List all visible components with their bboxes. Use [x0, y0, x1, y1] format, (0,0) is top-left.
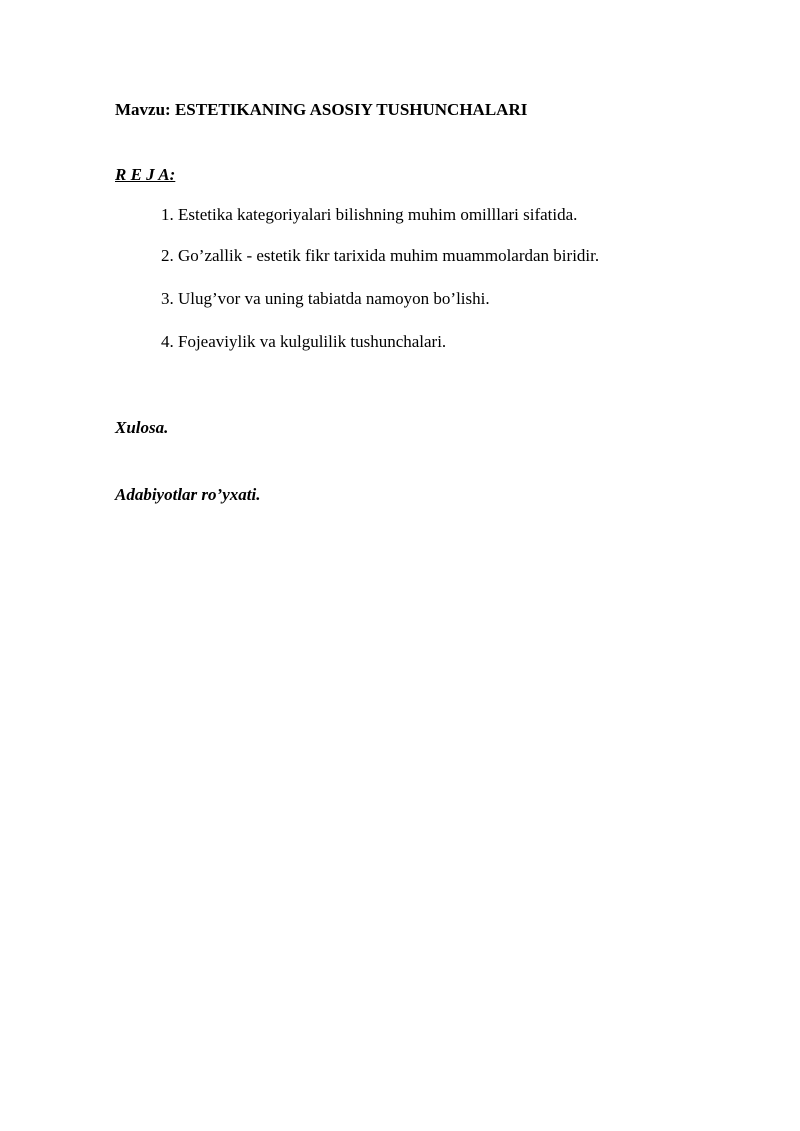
- plan-item-2: 2. Go’zallik - estetik fikr tarixida muhim muammolardan biridir.: [161, 246, 600, 265]
- references-heading: Adabiyotlar ro’yxati.: [115, 485, 261, 504]
- plan-item-1: 1. Estetika kategoriyalari bilishning muhim omilllari sifatida.: [161, 205, 578, 224]
- plan-item-3: 3. Ulug’vor va uning tabiatda namoyon bo’lishi.: [161, 289, 490, 308]
- plan-heading: R E J A:: [115, 165, 176, 184]
- document-title: Mavzu: ESTETIKANING ASOSIY TUSHUNCHALARI: [115, 100, 528, 119]
- plan-item-4: 4. Fojeaviylik va kulgulilik tushunchalari.: [161, 332, 447, 351]
- conclusion-heading: Xulosa.: [115, 418, 169, 437]
